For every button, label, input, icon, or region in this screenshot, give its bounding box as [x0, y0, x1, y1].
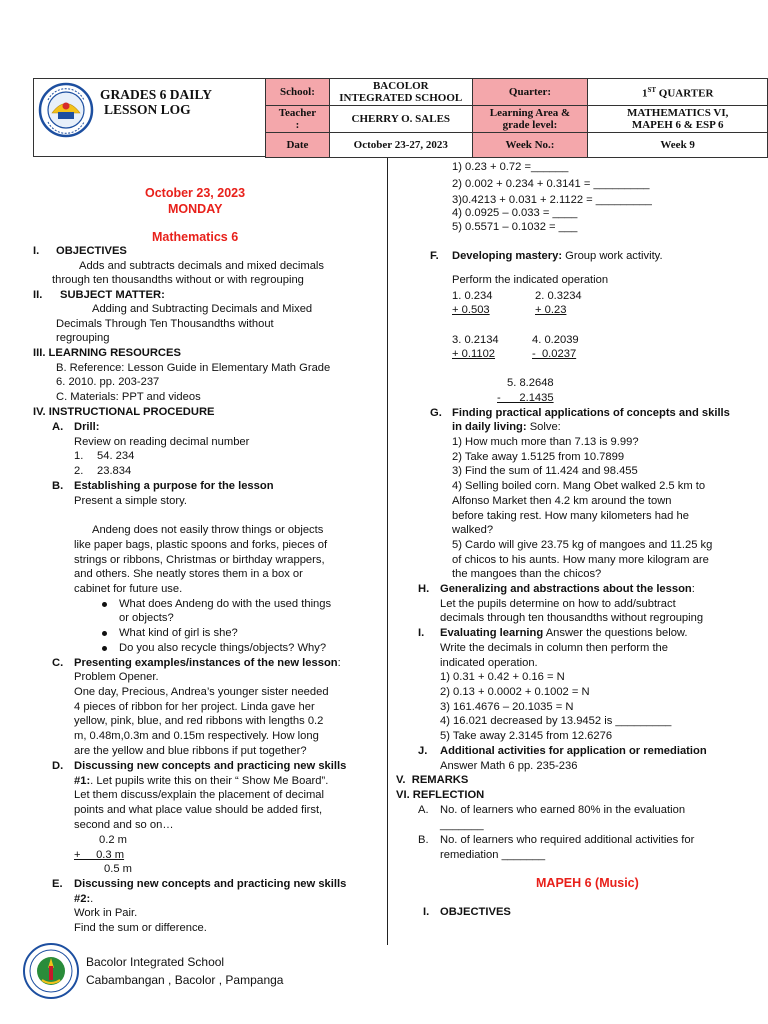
- learning-resources-line-3: C. Materials: PPT and videos: [56, 391, 201, 403]
- subject-heading-mapeh: MAPEH 6 (Music): [536, 876, 639, 890]
- applications-item-5-line-3: the mangoes than the chicos?: [452, 568, 602, 580]
- applications-item-4-line-4: walked?: [452, 524, 494, 536]
- applications-item-4-line-1: 4) Selling boiled corn. Mang Obet walked 2.5 km to: [452, 480, 706, 492]
- story-line-3: strings or ribbons, Christmas or birthday wrappers,: [74, 554, 325, 566]
- mapeh-objectives-num: I.: [423, 906, 430, 918]
- mastery-5-bottom: - 2.1435: [497, 392, 554, 404]
- question-3: Do you also recycle things/objects? Why?: [119, 642, 327, 654]
- objectives-line-1: Adds and subtracts decimals and mixed decimals: [79, 260, 324, 272]
- reflection-a-letter: A.: [418, 804, 429, 816]
- story-line-1: Andeng does not easily throw things or objects: [92, 524, 324, 536]
- applications-item-2: 2) Take away 1.5125 from 10.7899: [452, 451, 625, 463]
- reflection-heading: VI. REFLECTION: [396, 789, 485, 801]
- mastery-1-top: 1. 0.234: [452, 290, 493, 302]
- subject-matter-line-3: regrouping: [56, 332, 110, 344]
- drill-item-2-num: 2.: [74, 465, 84, 477]
- generalizing-line-1: Let the pupils determine on how to add/subtract: [440, 598, 676, 610]
- practice-item-2: 2) 0.002 + 0.234 + 0.3141 = _________: [452, 178, 650, 190]
- evaluating-item-4: 4) 16.021 decreased by 13.9452 is _________: [440, 715, 672, 727]
- drill-item-1-num: 1.: [74, 450, 84, 462]
- question-1-line-1: What does Andeng do with the used things: [119, 598, 332, 610]
- mastery-1-bottom: + 0.503: [452, 304, 490, 316]
- learning-area-label: Learning Area & grade level:: [472, 106, 588, 133]
- drill-item-1: 54. 234: [97, 450, 135, 462]
- evaluating-item-3: 3) 161.4676 – 20.1035 = N: [440, 701, 574, 713]
- mastery-3-bottom: + 0.1102: [452, 348, 496, 360]
- objectives-num: I.: [33, 245, 40, 257]
- subject-matter-line-1: Adding and Subtracting Decimals and Mixed: [92, 303, 313, 315]
- instructional-procedure-heading: IV. INSTRUCTIONAL PROCEDURE: [33, 406, 215, 418]
- teacher-value: CHERRY O. SALES: [329, 106, 472, 133]
- school-address: [86, 953, 283, 989]
- learning-resources-line-2: 6. 2010. pp. 203-237: [56, 376, 160, 388]
- deped-seal-logo: [38, 82, 94, 138]
- evaluating-line-2: indicated operation.: [440, 657, 538, 669]
- discussing-2-line-2: Find the sum or difference.: [74, 922, 207, 934]
- objectives-line-2: through ten thousandths without or with regrouping: [52, 274, 304, 286]
- story-line-2: like paper bags, plastic spoons and forks, pieces of: [74, 539, 328, 551]
- practice-item-4: 4) 0.0925 – 0.033 = ____: [452, 207, 578, 219]
- discussing-1-line-2: Let them discuss/explain the placement of decimal: [74, 789, 324, 801]
- discussing-2-line-1: Work in Pair.: [74, 907, 138, 919]
- school-value: BACOLOR INTEGRATED SCHOOL: [329, 79, 472, 106]
- applications-item-4-line-3: before taking rest. How many kilometers had he: [452, 510, 689, 522]
- practice-item-1: 1) 0.23 + 0.72 =______: [452, 161, 569, 173]
- drill-heading: Drill:: [74, 421, 100, 433]
- presenting-letter: C.: [52, 657, 64, 669]
- mastery-instruction: Perform the indicated operation: [452, 274, 609, 286]
- subject-matter-line-2: Decimals Through Ten Thousandths without: [56, 318, 274, 330]
- generalizing-heading: Generalizing and abstractions about the lesson:: [440, 583, 695, 595]
- applications-item-5-line-1: 5) Cardo will give 23.75 kg of mangoes and 11.25 kg: [452, 539, 713, 551]
- drill-item-2: 23.834: [97, 465, 132, 477]
- discussing-2-heading-2: #2:.: [74, 893, 94, 905]
- question-2: What kind of girl is she?: [119, 627, 238, 639]
- mastery-4-bottom: - 0.0237: [532, 348, 577, 360]
- mastery-2-top: 2. 0.3234: [535, 290, 582, 302]
- mapeh-objectives-heading: OBJECTIVES: [440, 906, 511, 918]
- discussing-1-line-4: second and so on…: [74, 819, 174, 831]
- additional-line-1: Answer Math 6 pp. 235-236: [440, 760, 578, 772]
- header-info-table: [265, 78, 768, 158]
- mastery-3-top: 3. 0.2134: [452, 334, 499, 346]
- bullet-icon: [102, 631, 107, 636]
- applications-letter: G.: [430, 407, 442, 419]
- evaluating-item-2: 2) 0.13 + 0.0002 + 0.1002 = N: [440, 686, 590, 698]
- reflection-a-line-1: No. of learners who earned 80% in the evaluation: [440, 804, 686, 816]
- presenting-line-2: One day, Precious, Andrea’s younger sister needed: [74, 686, 329, 698]
- date-label: Date: [266, 133, 330, 158]
- story-line-5: cabinet for future use.: [74, 583, 183, 595]
- learning-area-value: MATHEMATICS VI, MAPEH 6 & ESP 6: [588, 106, 768, 133]
- discussing-2-letter: E.: [52, 878, 63, 890]
- title-line-2: LESSON LOG: [104, 102, 191, 117]
- bullet-icon: [102, 602, 107, 607]
- column-divider: [387, 158, 388, 945]
- reflection-b-letter: B.: [418, 834, 429, 846]
- applications-heading-1: Finding practical applications of concepts and skills: [452, 407, 730, 419]
- mastery-letter: F.: [430, 250, 439, 262]
- discussing-1-line-3: points and what place value should be added first,: [74, 804, 323, 816]
- week-label: Week No.:: [472, 133, 588, 158]
- quarter-value: 1ST QUARTER: [588, 79, 768, 106]
- additional-heading: Additional activities for application or remediation: [440, 745, 707, 757]
- drill-letter: A.: [52, 421, 64, 433]
- applications-heading-2: in daily living: Solve:: [452, 421, 561, 433]
- date-value: October 23-27, 2023: [329, 133, 472, 158]
- practice-item-3: 3)0.4213 + 0.031 + 2.1122 = _________: [452, 194, 652, 206]
- week-value: Week 9: [588, 133, 768, 158]
- quarter-label: Quarter:: [472, 79, 588, 106]
- discussing-1-letter: D.: [52, 760, 64, 772]
- footer-school-name: Bacolor Integrated School: [86, 955, 225, 969]
- discussing-1-heading: Discussing new concepts and practicing new skills: [74, 760, 347, 772]
- presenting-line-3: 4 pieces of ribbon for her project. Linda gave her: [74, 701, 315, 713]
- subject-heading-math: Mathematics 6: [152, 230, 239, 244]
- presenting-line-6: are the yellow and blue ribbons if put together?: [74, 745, 307, 757]
- evaluating-heading: Evaluating learning Answer the questions below.: [440, 627, 688, 639]
- subject-matter-num: II.: [33, 289, 43, 301]
- objectives-heading: OBJECTIVES: [56, 245, 127, 257]
- lesson-date: October 23, 2023: [145, 186, 246, 200]
- evaluating-letter: I.: [418, 627, 425, 639]
- generalizing-letter: H.: [418, 583, 430, 595]
- discussing-1-line-1: #1:. Let pupils write this on their “ Show Me Board”.: [74, 775, 329, 787]
- evaluating-item-5: 5) Take away 2.3145 from 12.6276: [440, 730, 613, 742]
- presenting-line-5: m, 0.48m,0.3m and 0.15m respectively. How long: [74, 730, 319, 742]
- additional-letter: J.: [418, 745, 428, 757]
- calc-addend-2: + 0.3 m: [74, 849, 125, 861]
- remarks-heading: V. REMARKS: [396, 774, 469, 786]
- evaluating-line-1: Write the decimals in column then perform the: [440, 642, 668, 654]
- applications-item-3: 3) Find the sum of 11.424 and 98.455: [452, 465, 638, 477]
- discussing-2-heading: Discussing new concepts and practicing new skills: [74, 878, 347, 890]
- question-1-line-2: or objects?: [119, 612, 174, 624]
- reflection-b-line-2: remediation _______: [440, 849, 546, 861]
- calc-addend-1: 0.2 m: [99, 834, 127, 846]
- mastery-4-top: 4. 0.2039: [532, 334, 579, 346]
- presenting-heading: Presenting examples/instances of the new lesson:: [74, 657, 341, 669]
- calc-sum: 0.5 m: [104, 863, 132, 875]
- reflection-a-line-2: _______: [440, 819, 484, 831]
- story-line-4: and others. She neatly stores them in a box or: [74, 568, 303, 580]
- purpose-heading: Establishing a purpose for the lesson: [74, 480, 274, 492]
- applications-item-5-line-2: of chicos to his aunts. How many more kilogram are: [452, 554, 709, 566]
- reflection-b-line-1: No. of learners who required additional activities for: [440, 834, 695, 846]
- purpose-letter: B.: [52, 480, 64, 492]
- mastery-heading: Developing mastery: Group work activity.: [452, 250, 663, 262]
- school-label: School:: [266, 79, 330, 106]
- practice-item-5: 5) 0.5571 – 0.1032 = ___: [452, 221, 578, 233]
- evaluating-item-1: 1) 0.31 + 0.42 + 0.16 = N: [440, 671, 565, 683]
- teacher-label: Teacher :: [266, 106, 330, 133]
- drill-line-1: Review on reading decimal number: [74, 436, 250, 448]
- learning-resources-heading: III. LEARNING RESOURCES: [33, 347, 181, 359]
- presenting-line-1: Problem Opener.: [74, 671, 159, 683]
- bullet-icon: [102, 646, 107, 651]
- mastery-5-top: 5. 8.2648: [507, 377, 554, 389]
- title-line-1: GRADES 6 DAILY: [100, 87, 213, 102]
- applications-item-1: 1) How much more than 7.13 is 9.99?: [452, 436, 639, 448]
- purpose-line-1: Present a simple story.: [74, 495, 187, 507]
- presenting-line-4: yellow, pink, blue, and red ribbons with lengths 0.2: [74, 715, 324, 727]
- lesson-log-title: [96, 87, 266, 117]
- lesson-day: MONDAY: [168, 202, 223, 216]
- school-seal-logo: [22, 942, 80, 1000]
- learning-resources-line-1: B. Reference: Lesson Guide in Elementary Math Grade: [56, 362, 331, 374]
- mastery-2-bottom: + 0.23: [535, 304, 567, 316]
- generalizing-line-2: decimals through ten thousandths without regrouping: [440, 612, 704, 624]
- footer-address: Cabambangan , Bacolor , Pampanga: [86, 973, 284, 987]
- applications-item-4-line-2: Alfonso Market then 4.2 km around the town: [452, 495, 672, 507]
- subject-matter-heading: SUBJECT MATTER:: [60, 289, 165, 301]
